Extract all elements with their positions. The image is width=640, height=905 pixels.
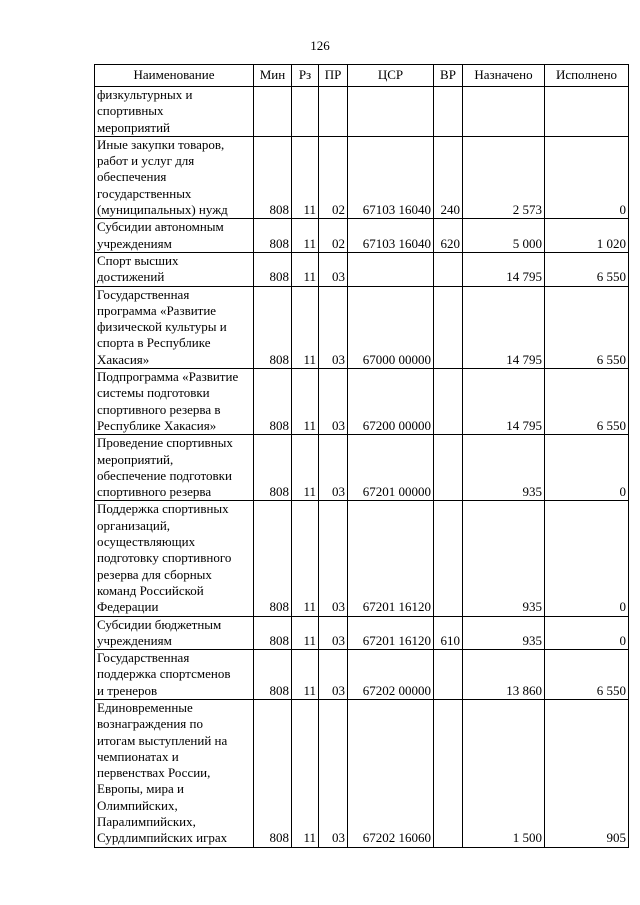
vr-cell xyxy=(434,501,463,616)
assigned-cell xyxy=(463,87,545,137)
csr-cell: 67103 16040 xyxy=(348,136,434,218)
vr-cell: 240 xyxy=(434,136,463,218)
csr-cell: 67103 16040 xyxy=(348,219,434,253)
assigned-cell: 1 500 xyxy=(463,699,545,847)
vr-cell: 620 xyxy=(434,219,463,253)
csr-cell: 67201 16120 xyxy=(348,616,434,650)
column-header-assigned: Назначено xyxy=(463,65,545,87)
table-row xyxy=(95,501,629,616)
min-cell: 808 xyxy=(254,369,292,435)
rz-cell: 11 xyxy=(292,219,319,253)
budget-table xyxy=(94,64,629,848)
vr-cell xyxy=(434,699,463,847)
table-row xyxy=(95,136,629,218)
min-cell: 808 xyxy=(254,219,292,253)
vr-cell xyxy=(434,369,463,435)
column-header-name: Наименование xyxy=(95,65,254,87)
table-row xyxy=(95,252,629,286)
rz-cell: 11 xyxy=(292,435,319,501)
pr-cell: 03 xyxy=(319,616,348,650)
table-row xyxy=(95,435,629,501)
pr-cell: 02 xyxy=(319,136,348,218)
csr-cell: 67200 00000 xyxy=(348,369,434,435)
name-cell: Спорт высших достижений xyxy=(95,252,254,286)
executed-cell: 1 020 xyxy=(545,219,629,253)
executed-cell: 0 xyxy=(545,136,629,218)
assigned-cell: 14 795 xyxy=(463,286,545,368)
vr-cell xyxy=(434,650,463,700)
name-cell: Единовременные вознаграждения по итогам выступлений на чемпионатах и первенствах России, Европы, мира и Олимпийских, Паралимпийских, Сурдлимпийских играх xyxy=(95,699,254,847)
assigned-cell: 935 xyxy=(463,435,545,501)
min-cell: 808 xyxy=(254,650,292,700)
min-cell: 808 xyxy=(254,616,292,650)
executed-cell: 6 550 xyxy=(545,369,629,435)
name-cell: Субсидии автономным учреждениям xyxy=(95,219,254,253)
rz-cell: 11 xyxy=(292,501,319,616)
min-cell: 808 xyxy=(254,501,292,616)
pr-cell: 03 xyxy=(319,286,348,368)
name-cell: Государственная поддержка спортсменов и тренеров xyxy=(95,650,254,700)
column-header-rz: Рз xyxy=(292,65,319,87)
rz-cell: 11 xyxy=(292,616,319,650)
csr-cell: 67202 16060 xyxy=(348,699,434,847)
assigned-cell: 5 000 xyxy=(463,219,545,253)
executed-cell: 0 xyxy=(545,501,629,616)
name-cell: Государственная программа «Развитие физической культуры и спорта в Республике Хакасия» xyxy=(95,286,254,368)
csr-cell xyxy=(348,87,434,137)
csr-cell: 67202 00000 xyxy=(348,650,434,700)
assigned-cell: 14 795 xyxy=(463,252,545,286)
assigned-cell: 935 xyxy=(463,501,545,616)
table-header-row xyxy=(95,65,629,87)
name-cell: Субсидии бюджетным учреждениям xyxy=(95,616,254,650)
rz-cell: 11 xyxy=(292,252,319,286)
pr-cell: 03 xyxy=(319,369,348,435)
assigned-cell: 14 795 xyxy=(463,369,545,435)
column-header-pr: ПР xyxy=(319,65,348,87)
column-header-executed: Исполнено xyxy=(545,65,629,87)
column-header-vr: ВР xyxy=(434,65,463,87)
name-cell: Проведение спортивных мероприятий, обеспечение подготовки спортивного резерва xyxy=(95,435,254,501)
table-row xyxy=(95,699,629,847)
min-cell: 808 xyxy=(254,136,292,218)
csr-cell: 67000 00000 xyxy=(348,286,434,368)
executed-cell: 6 550 xyxy=(545,650,629,700)
assigned-cell: 2 573 xyxy=(463,136,545,218)
vr-cell xyxy=(434,435,463,501)
vr-cell xyxy=(434,252,463,286)
name-cell: Иные закупки товаров, работ и услуг для обеспечения государственных (муниципальных) нужд xyxy=(95,136,254,218)
pr-cell: 03 xyxy=(319,650,348,700)
min-cell: 808 xyxy=(254,252,292,286)
table-row xyxy=(95,219,629,253)
executed-cell: 6 550 xyxy=(545,252,629,286)
column-header-csr: ЦСР xyxy=(348,65,434,87)
min-cell: 808 xyxy=(254,286,292,368)
executed-cell: 0 xyxy=(545,616,629,650)
executed-cell: 0 xyxy=(545,435,629,501)
rz-cell: 11 xyxy=(292,369,319,435)
table-body xyxy=(95,87,629,848)
page-number: 126 xyxy=(310,38,330,53)
executed-cell xyxy=(545,87,629,137)
csr-cell: 67201 16120 xyxy=(348,501,434,616)
rz-cell: 11 xyxy=(292,699,319,847)
name-cell: Поддержка спортивных организаций, осуществляющих подготовку спортивного резерва для сборных команд Российской Федерации xyxy=(95,501,254,616)
pr-cell: 03 xyxy=(319,435,348,501)
pr-cell: 03 xyxy=(319,501,348,616)
csr-cell xyxy=(348,252,434,286)
table-row xyxy=(95,650,629,700)
pr-cell xyxy=(319,87,348,137)
executed-cell: 905 xyxy=(545,699,629,847)
rz-cell: 11 xyxy=(292,136,319,218)
vr-cell xyxy=(434,87,463,137)
column-header-min: Мин xyxy=(254,65,292,87)
table-row xyxy=(95,87,629,137)
vr-cell: 610 xyxy=(434,616,463,650)
assigned-cell: 13 860 xyxy=(463,650,545,700)
csr-cell: 67201 00000 xyxy=(348,435,434,501)
executed-cell: 6 550 xyxy=(545,286,629,368)
min-cell xyxy=(254,87,292,137)
rz-cell xyxy=(292,87,319,137)
pr-cell: 03 xyxy=(319,699,348,847)
name-cell: физкультурных и спортивных мероприятий xyxy=(95,87,254,137)
vr-cell xyxy=(434,286,463,368)
table-row xyxy=(95,286,629,368)
table-row xyxy=(95,369,629,435)
name-cell: Подпрограмма «Развитие системы подготовки спортивного резерва в Республике Хакасия» xyxy=(95,369,254,435)
min-cell: 808 xyxy=(254,699,292,847)
assigned-cell: 935 xyxy=(463,616,545,650)
pr-cell: 02 xyxy=(319,219,348,253)
min-cell: 808 xyxy=(254,435,292,501)
pr-cell: 03 xyxy=(319,252,348,286)
rz-cell: 11 xyxy=(292,286,319,368)
table-row xyxy=(95,616,629,650)
rz-cell: 11 xyxy=(292,650,319,700)
